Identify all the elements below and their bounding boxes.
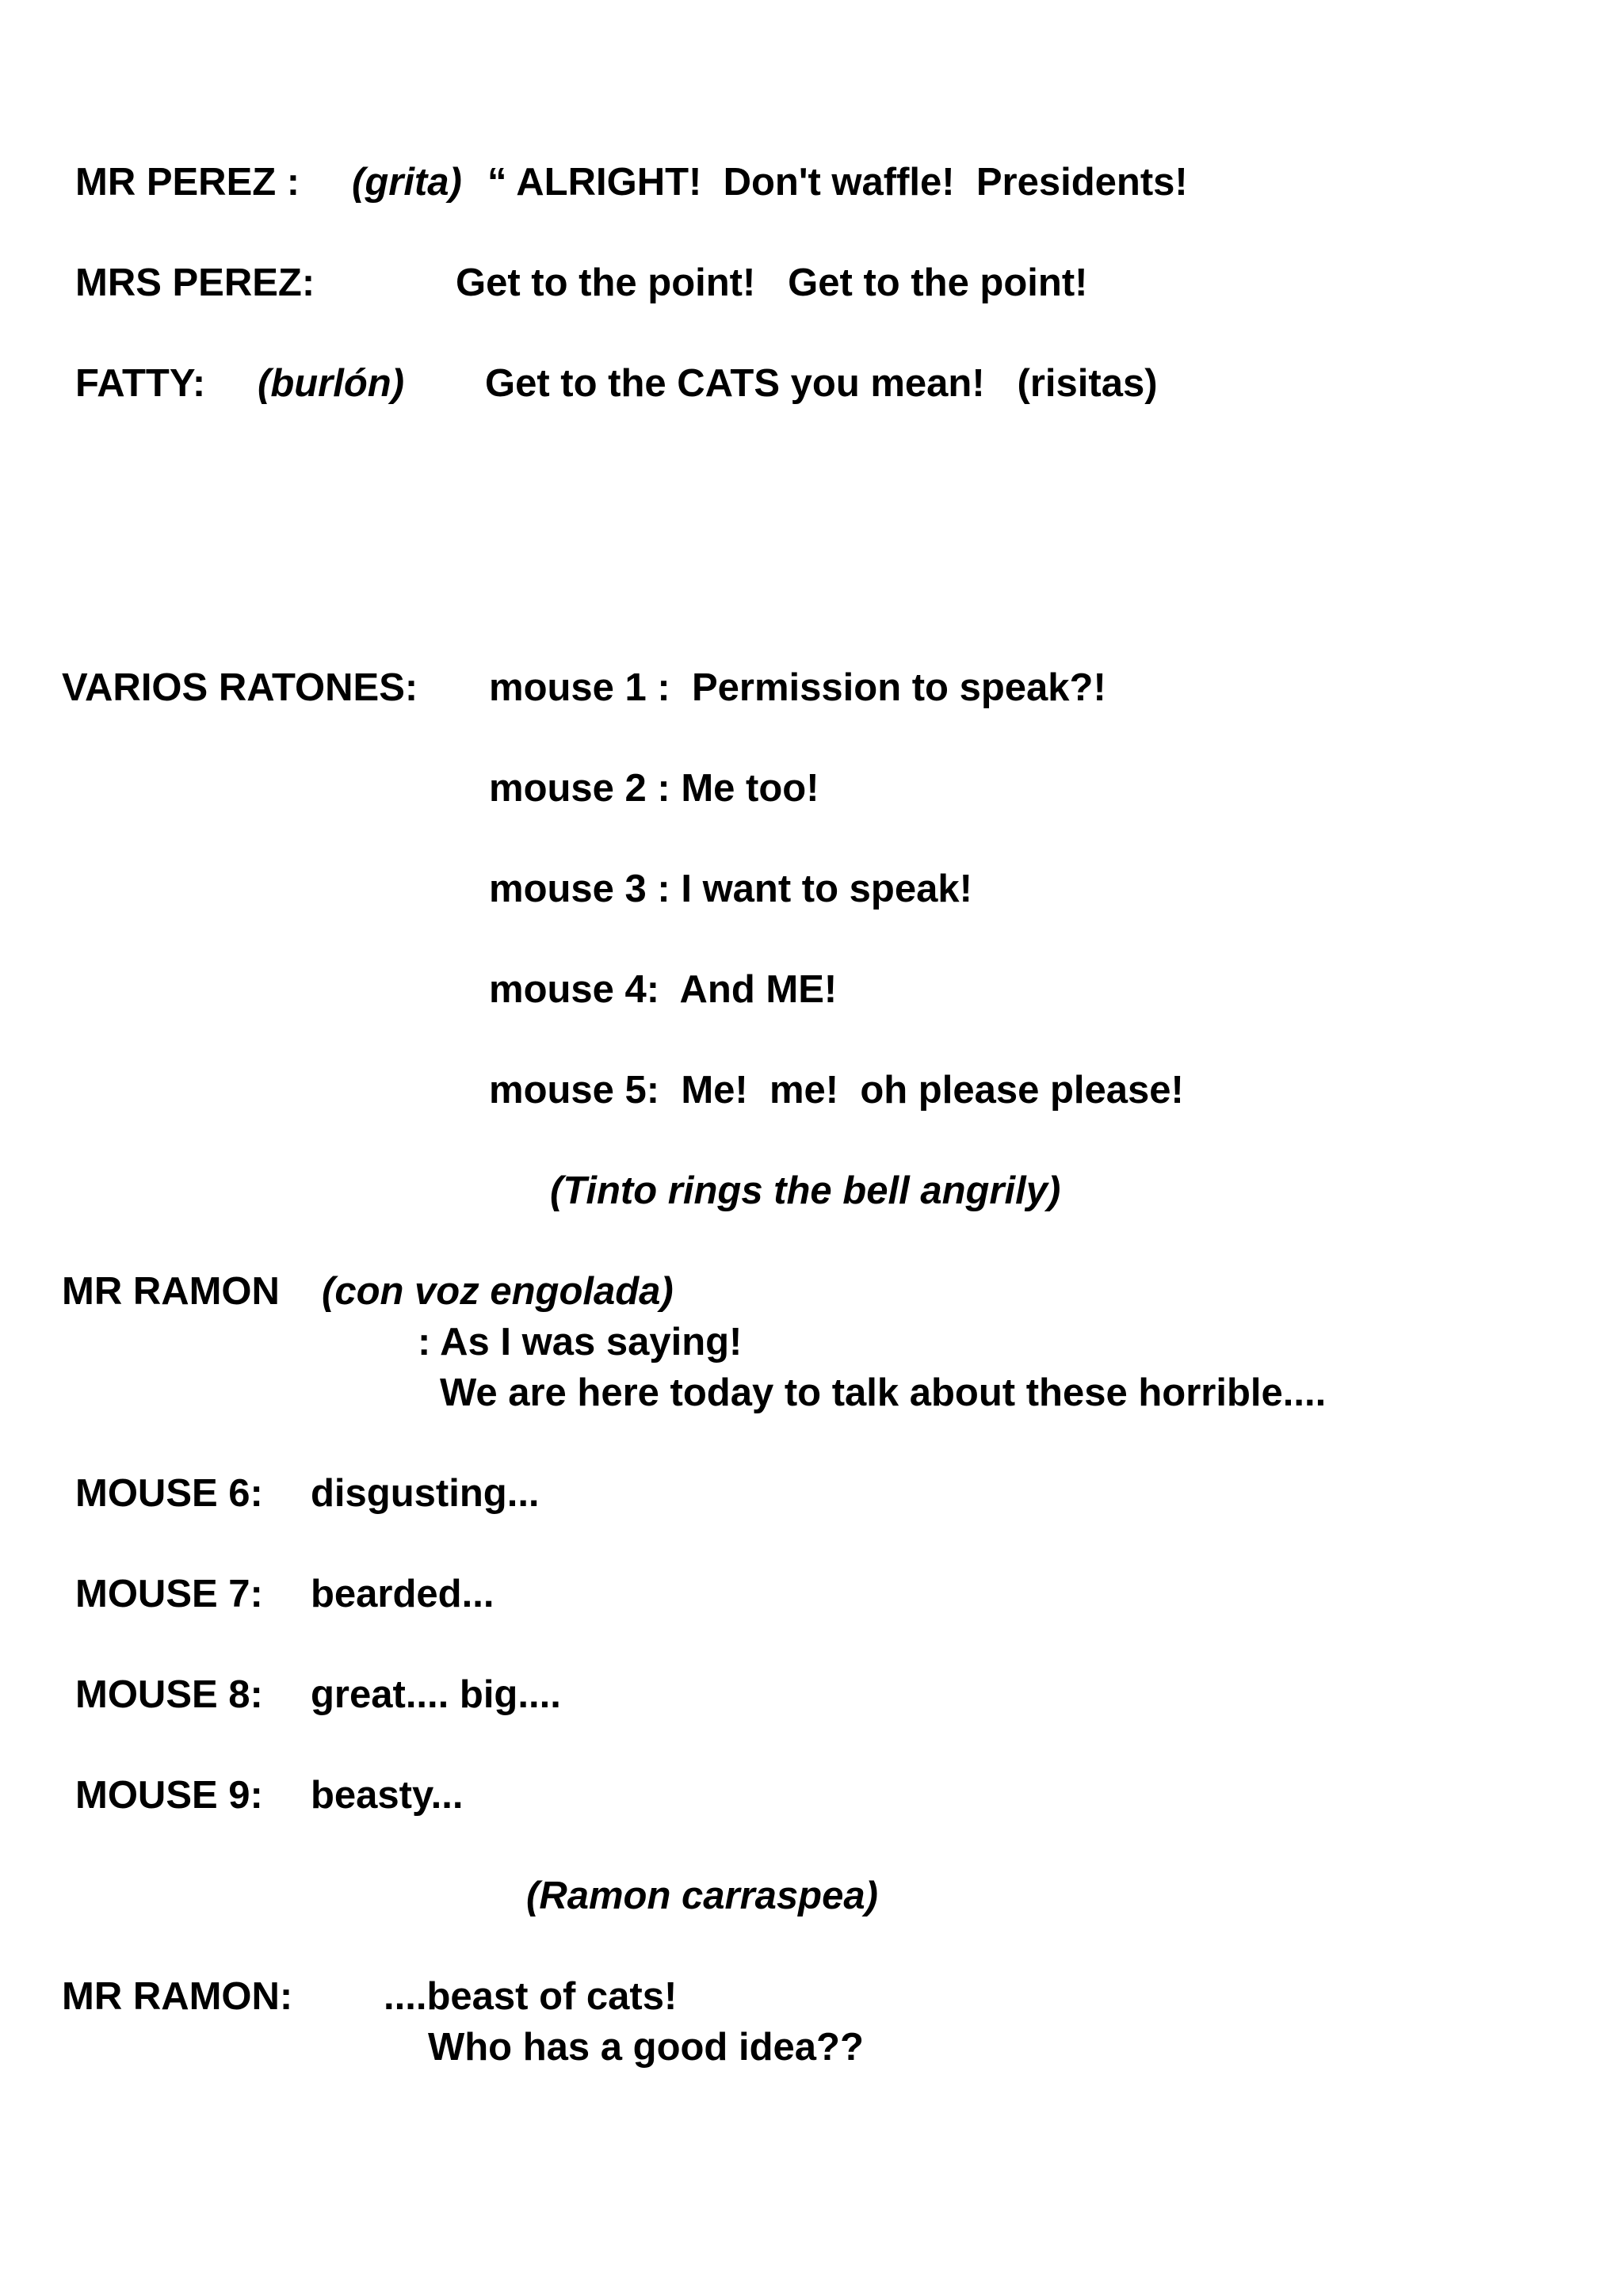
speaker-mouse-7: MOUSE 7: [75, 1573, 263, 1615]
dialogue-line: great.... big.... [311, 1673, 561, 1716]
speaker-mr-perez: MR PEREZ : [75, 161, 300, 204]
dialogue-line: mouse 5: Me! me! oh please please! [489, 1069, 1184, 1112]
dialogue-line: beasty... [311, 1774, 464, 1817]
speaker-mouse-6: MOUSE 6: [75, 1472, 263, 1515]
speaker-mouse-8: MOUSE 8: [75, 1673, 263, 1716]
speaker-mrs-perez: MRS PEREZ: [75, 261, 315, 304]
dialogue-line: mouse 1 : Permission to speak?! [489, 666, 1106, 709]
dialogue-line: We are here today to talk about these horrible.... [440, 1371, 1327, 1414]
dialogue-line: Who has a good idea?? [428, 2026, 864, 2069]
speaker-mr-ramon: MR RAMON [62, 1270, 280, 1313]
speaker-varios-ratones: VARIOS RATONES: [62, 666, 418, 709]
dialogue-line: Get to the point! Get to the point! [456, 261, 1088, 304]
speaker-mouse-9: MOUSE 9: [75, 1774, 263, 1817]
dialogue-line: mouse 2 : Me too! [489, 767, 819, 810]
stage-direction-grita: (grita) [352, 161, 462, 204]
dialogue-line: mouse 3 : I want to speak! [489, 868, 972, 910]
dialogue-line: : As I was saying! [418, 1321, 743, 1363]
stage-direction-burlon: (burlón) [258, 362, 405, 405]
dialogue-line: “ ALRIGHT! Don't waffle! Presidents! [487, 161, 1188, 204]
dialogue-line: disgusting... [311, 1472, 540, 1515]
dialogue-line: bearded... [311, 1573, 495, 1615]
dialogue-line: mouse 4: And ME! [489, 968, 838, 1011]
speaker-fatty: FATTY: [75, 362, 206, 405]
dialogue-line: Get to the CATS you mean! (risitas) [485, 362, 1158, 405]
stage-direction: (Tinto rings the bell angrily) [550, 1169, 1061, 1212]
speaker-mr-ramon: MR RAMON: [62, 1975, 293, 2018]
stage-direction-con-voz-engolada: (con voz engolada) [322, 1270, 674, 1313]
dialogue-line: ....beast of cats! [384, 1975, 678, 2018]
stage-direction: (Ramon carraspea) [526, 1875, 878, 1917]
